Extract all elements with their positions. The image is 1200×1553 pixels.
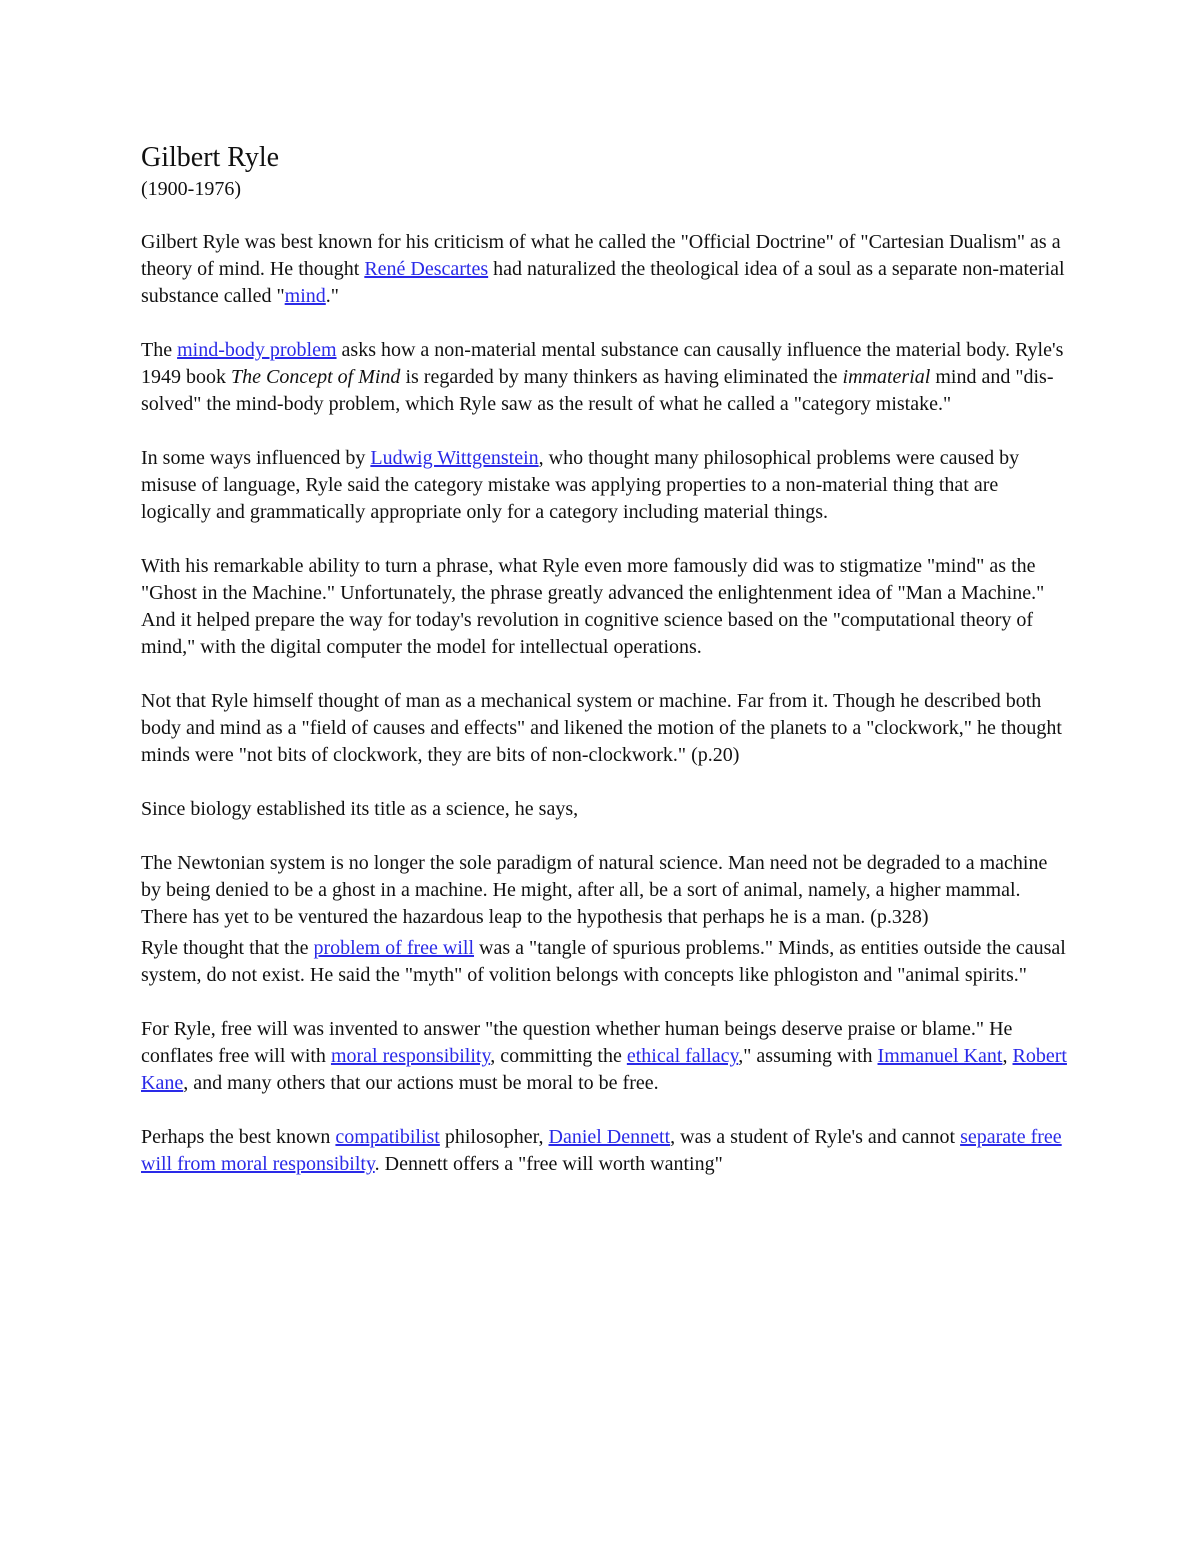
text: was a "tangle of spurious problems." Minds, as entities outside the causal system, do not exist. He said the "myth" of volition belongs with concepts like phlogiston and "animal spirits.": [141, 937, 1066, 986]
text: ,: [1002, 1045, 1013, 1067]
paragraph-2: [141, 337, 1071, 418]
text: ," assuming with: [738, 1045, 878, 1067]
page-title: Gilbert Ryle: [141, 142, 280, 173]
paragraph-1: [141, 229, 1071, 310]
text: The: [141, 339, 178, 361]
emphasis-immaterial: immaterial: [842, 366, 931, 388]
text: Gilbert Ryle was best known for his criticism of what he called the "Official Doctrine" of "Cartesian Dualism" as a theory of mind. He thought: [141, 231, 1061, 280]
text: philosopher,: [439, 1126, 549, 1148]
link-daniel-dennett[interactable]: Daniel Dennett: [548, 1126, 671, 1148]
text: asks how a non-material mental substance can causally influence the material body. Ryle's 1949 book: [141, 339, 1064, 388]
link-mind-body-problem[interactable]: mind-body problem: [177, 339, 337, 361]
text: .": [325, 285, 339, 307]
link-robert-kane[interactable]: Robert Kane: [141, 1045, 1067, 1094]
link-immanuel-kant[interactable]: Immanuel Kant: [877, 1045, 1003, 1067]
text: For Ryle, free will was invented to answer "the question whether human beings deserve praise or blame." He conflates free will with: [141, 1018, 1013, 1067]
block-quote: The Newtonian system is no longer the sole paradigm of natural science. Man need not be degraded to a machine by being denied to be a ghost in a machine. He might, after all, be a sort of animal, namely, a higher mammal. There has yet to be ventured the hazardous leap to the hypothesis that perhaps he is a man. (p.328): [141, 852, 1048, 928]
link-separate-free-will[interactable]: separate free will from moral responsibilty: [141, 1126, 1062, 1175]
text: , was a student of Ryle's and cannot: [670, 1126, 961, 1148]
paragraph-3: [141, 445, 1071, 526]
text: mind and "dis-solved" the mind-body problem, which Ryle saw as the result of what he called a "category mistake.": [141, 366, 1054, 415]
paragraph-7: [141, 935, 1071, 989]
life-dates: (1900-1976): [141, 178, 241, 200]
text: Ryle thought that the: [141, 937, 314, 959]
link-rene-descartes[interactable]: René Descartes: [364, 258, 489, 280]
link-ludwig-wittgenstein[interactable]: Ludwig Wittgenstein: [370, 447, 539, 469]
text: . Dennett offers a "free will worth wanting": [374, 1153, 723, 1175]
text: In some ways influenced by: [141, 447, 371, 469]
paragraph-8: [141, 1016, 1071, 1097]
link-ethical-fallacy[interactable]: ethical fallacy: [626, 1045, 739, 1067]
link-problem-of-free-will[interactable]: problem of free will: [313, 937, 475, 959]
book-title: The Concept of Mind: [231, 366, 401, 388]
document-page: [141, 140, 1071, 1205]
link-moral-responsibility[interactable]: moral responsibility: [330, 1045, 491, 1067]
text: , and many others that our actions must be moral to be free.: [183, 1072, 659, 1094]
text: Perhaps the best known: [141, 1126, 336, 1148]
text: had naturalized the theological idea of a soul as a separate non-material substance called ": [141, 258, 1065, 307]
paragraph-4: With his remarkable ability to turn a phrase, what Ryle even more famously did was to stigmatize "mind" as the "Ghost in the Machine." Unfortunately, the phrase greatly advanced the enlightenment idea of "Man a Machine." And it helped prepare the way for today's revolution in cognitive science based on the "computational theory of mind," with the digital computer the model for intellectual operations.: [141, 555, 1045, 658]
link-mind[interactable]: mind: [284, 285, 326, 307]
paragraph-5: Not that Ryle himself thought of man as a mechanical system or machine. Far from it. Though he described both body and mind as a "field of causes and effects" and likened the motion of the planets to a "clockwork," he thought minds were "not bits of clockwork, they are bits of non-clockwork." (p.20): [141, 690, 1062, 766]
text: is regarded by many thinkers as having eliminated the: [400, 366, 843, 388]
link-compatibilist[interactable]: compatibilist: [335, 1126, 440, 1148]
paragraph-6: Since biology established its title as a science, he says,: [141, 798, 579, 820]
text: , who thought many philosophical problems were caused by misuse of language, Ryle said the category mistake was applying properties to a non-material thing that are logically and grammatically appropriate only for a category including material things.: [141, 447, 1020, 523]
text: , committing the: [490, 1045, 627, 1067]
paragraph-9: [141, 1124, 1071, 1178]
